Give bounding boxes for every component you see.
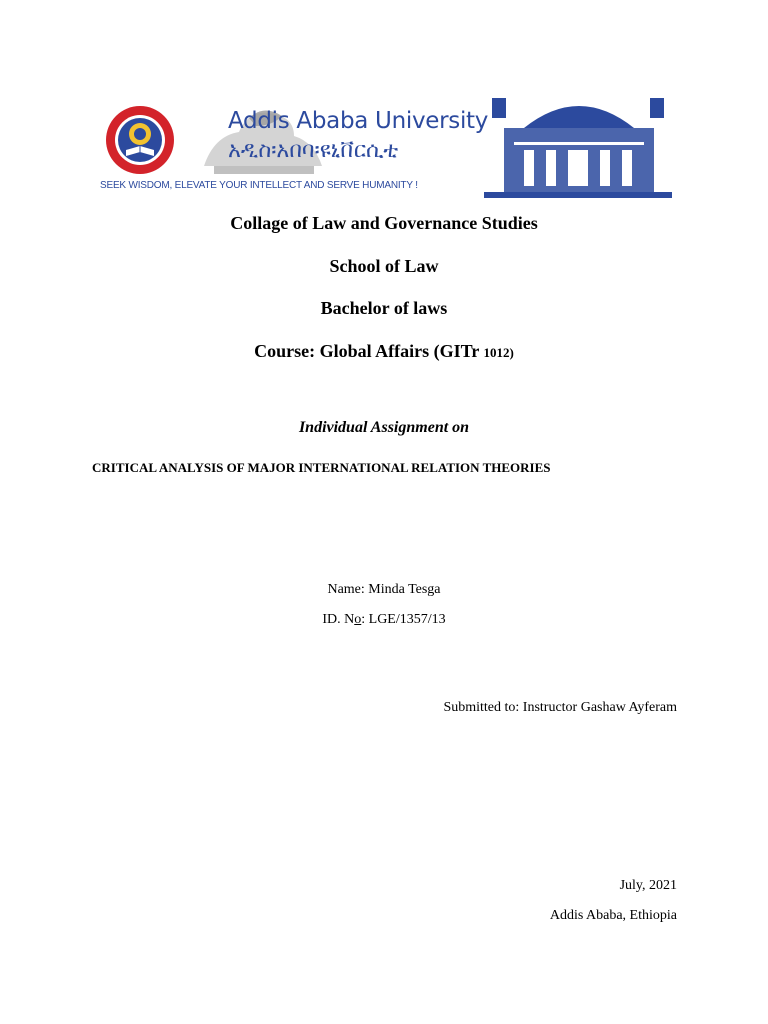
- university-motto: SEEK WISDOM, ELEVATE YOUR INTELLECT AND SERVE HUMANITY !: [100, 180, 418, 191]
- university-building-icon: [484, 88, 672, 200]
- university-banner: [96, 88, 672, 200]
- course-label: Course: Global Affairs (GITr: [254, 341, 484, 361]
- assignment-topic: CRITICAL ANALYSIS OF MAJOR INTERNATIONAL RELATION THEORIES: [92, 460, 551, 475]
- student-id-value: : LGE/1357/13: [361, 612, 446, 627]
- student-id-prefix: ID. N: [322, 612, 355, 627]
- student-id-underlined: o: [354, 612, 362, 627]
- university-name-amharic: አዲስ፡አበባ፡ዩኒቨርሲቲ: [228, 138, 399, 163]
- submission-location: Addis Ababa, Ethiopia: [549, 908, 677, 923]
- school-name: School of Law: [329, 256, 439, 276]
- submission-date: July, 2021: [619, 878, 677, 893]
- college-name: Collage of Law and Governance Studies: [230, 213, 538, 233]
- course-close: ): [509, 345, 514, 360]
- university-name: Addis Ababa University: [228, 108, 489, 134]
- course-code: 1012: [483, 345, 510, 360]
- student-name: Name: Minda Tesga: [327, 582, 441, 597]
- course-title: [0, 341, 768, 362]
- student-id: [0, 612, 768, 628]
- assignment-type: Individual Assignment on: [298, 419, 470, 436]
- university-seal-icon: [104, 104, 176, 176]
- program-name: Bachelor of laws: [320, 298, 448, 318]
- submitted-to: Submitted to: Instructor Gashaw Ayferam: [443, 700, 677, 715]
